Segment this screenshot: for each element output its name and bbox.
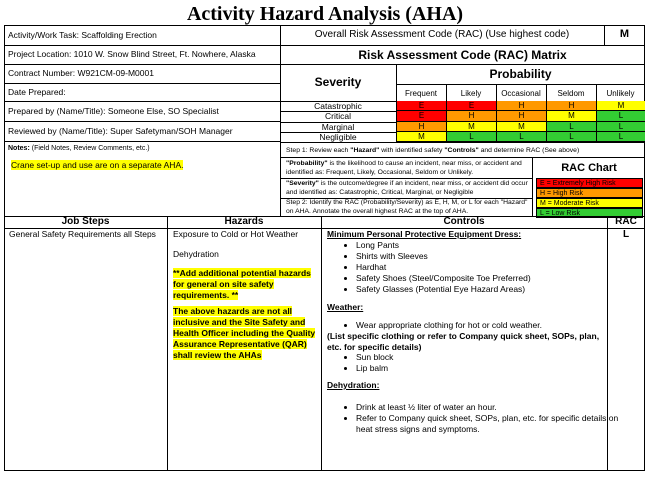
rac-legend-item: H = High Risk	[536, 188, 643, 198]
overall-rac-label: Overall Risk Assessment Code (RAC) (Use highest code)	[314, 29, 570, 40]
rac-cell: M	[397, 132, 446, 142]
weather-list	[326, 320, 634, 331]
rac-matrix-title: Risk Assessment Code (RAC) Matrix	[358, 48, 567, 62]
severity-definition: "Severity" is the outcome/degree if an incident, near miss, or accident did occur and identified as: Catastrophic, Critical, Marginal, or Negligible	[286, 180, 528, 196]
controls-header: Controls	[443, 216, 485, 227]
rac-cell: L	[547, 122, 596, 132]
rac-cell: L	[497, 132, 546, 142]
severity-catastrophic: Catastrophic	[314, 101, 362, 111]
hazard-cold-hot-weather: Exposure to Cold or Hot Weather	[173, 229, 299, 239]
severity-negligible: Negligible	[319, 131, 357, 142]
notes-text: Crane set-up and use are on a separate AHA.	[11, 160, 184, 170]
ppe-item: • Long Pants	[356, 240, 634, 251]
rac-legend-item: E = Extremely High Risk	[536, 178, 643, 188]
rac-cell: M	[447, 122, 496, 132]
rac-legend-item: M = Moderate Risk	[536, 198, 643, 208]
ppe-item: • Safety Shoes (Steel/Composite Toe Preferred)	[356, 273, 634, 284]
ppe-item: • Safety Glasses (Potential Eye Hazard Areas)	[356, 284, 634, 295]
ppe-title: Minimum Personal Protective Equipment Dress:	[327, 229, 522, 239]
prepared-by: Prepared by (Name/Title): Someone Else, SO Specialist	[8, 106, 219, 116]
prob-col-occasional: Occasional	[501, 89, 541, 98]
date-prepared: Date Prepared:	[8, 87, 66, 97]
page-title: Activity Hazard Analysis (AHA)	[186, 3, 464, 25]
prob-col-unlikely: Unlikely	[606, 89, 635, 98]
job-steps-header: Job Steps	[61, 216, 110, 227]
weather-title: Weather:	[327, 302, 364, 312]
probability-label: Probability	[489, 67, 552, 81]
rac-cell: H	[447, 111, 496, 121]
rac-legend-item: L = Low Risk	[536, 208, 643, 218]
rac-cell: L	[597, 111, 645, 121]
weather-note: (List specific clothing or refer to Company quick sheet, SOPs, plan, etc. for specific details)	[327, 331, 600, 352]
weather-supply-item: • Lip balm	[356, 363, 634, 374]
rac-cell: M	[547, 111, 596, 121]
rac-cell: E	[447, 101, 496, 111]
hazards-header: Hazards	[224, 216, 264, 227]
job-step-general: General Safety Requirements all Steps	[9, 229, 156, 239]
ppe-list	[326, 240, 634, 295]
rac-value: L	[622, 229, 630, 240]
rac-cell: E	[397, 101, 446, 111]
rac-cell: L	[447, 132, 496, 142]
reviewed-by: Reviewed by (Name/Title): Super Safetyman/SOH Manager	[8, 126, 233, 136]
contract-number: Contract Number: W921CM-09-M0001	[8, 68, 154, 78]
prob-col-likely: Likely	[460, 89, 482, 98]
severity-critical: Critical	[325, 111, 351, 122]
rac-cell: L	[597, 132, 645, 142]
dehydration-list	[326, 402, 634, 435]
severity-marginal: Marginal	[321, 121, 355, 132]
activity-task: Activity/Work Task: Scaffolding Erection	[8, 30, 157, 40]
hazard-note-review: The above hazards are not all inclusive and the Site Safety and Health Officer including the Quality Assurance Representative (QAR) shall review the AHAs	[173, 306, 316, 360]
rac-cell: L	[597, 122, 645, 132]
weather-item: • Wear appropriate clothing for hot or cold weather.	[356, 320, 634, 331]
ppe-item: • Shirts with Sleeves	[356, 251, 634, 262]
rac-cell: H	[497, 111, 546, 121]
ppe-item: • Hardhat	[356, 262, 634, 273]
severity-label: Severity	[314, 75, 362, 89]
overall-rac-value: M	[619, 28, 630, 40]
rac-cell: L	[547, 132, 596, 142]
dehydration-item: • Refer to Company quick sheet, SOPs, plan, etc. for specific details on heat stress signs and symptoms.	[356, 413, 634, 435]
probability-definition: "Probability" is the likelihood to cause an incident, near miss, or accident and identified as: Frequent, Likely, Occasional, Seldom or Unlikely.	[286, 160, 522, 176]
rac-cell: H	[397, 122, 446, 132]
dehydration-item: • Drink at least ½ liter of water an hour.	[356, 402, 634, 413]
rac-header: RAC	[615, 216, 637, 227]
prob-col-frequent: Frequent	[404, 89, 438, 98]
prob-col-seldom: Seldom	[557, 89, 585, 98]
step-1-text: Step 1: Review each "Hazard" with identified safety "Controls" and determine RAC (See above)	[286, 147, 580, 154]
hazard-dehydration: Dehydration	[173, 249, 219, 259]
project-location: Project Location: 1010 W. Snow Blind Street, Ft. Nowhere, Alaska	[8, 49, 256, 59]
rac-cell: M	[597, 101, 645, 111]
hazard-note-additional: **Add additional potential hazards for general on site safety requirements. **	[173, 268, 311, 300]
weather-supply-item: • Sun block	[356, 352, 634, 363]
weather-supplies-list	[326, 352, 634, 374]
rac-cell: E	[397, 111, 446, 121]
notes-label: Notes: (Field Notes, Review Comments, etc.)	[8, 145, 150, 152]
dehydration-title: Dehydration:	[327, 380, 380, 390]
rac-chart-title: RAC Chart	[561, 162, 617, 174]
rac-cell: M	[497, 122, 546, 132]
rac-cell: H	[547, 101, 596, 111]
rac-cell: H	[497, 101, 546, 111]
step-2-text: Step 2: Identify the RAC (Probability/Severity) as E, H, M, or L for each "Hazard" on AHA. Annotate the overall highest RAC at the top of AHA.	[286, 199, 528, 215]
